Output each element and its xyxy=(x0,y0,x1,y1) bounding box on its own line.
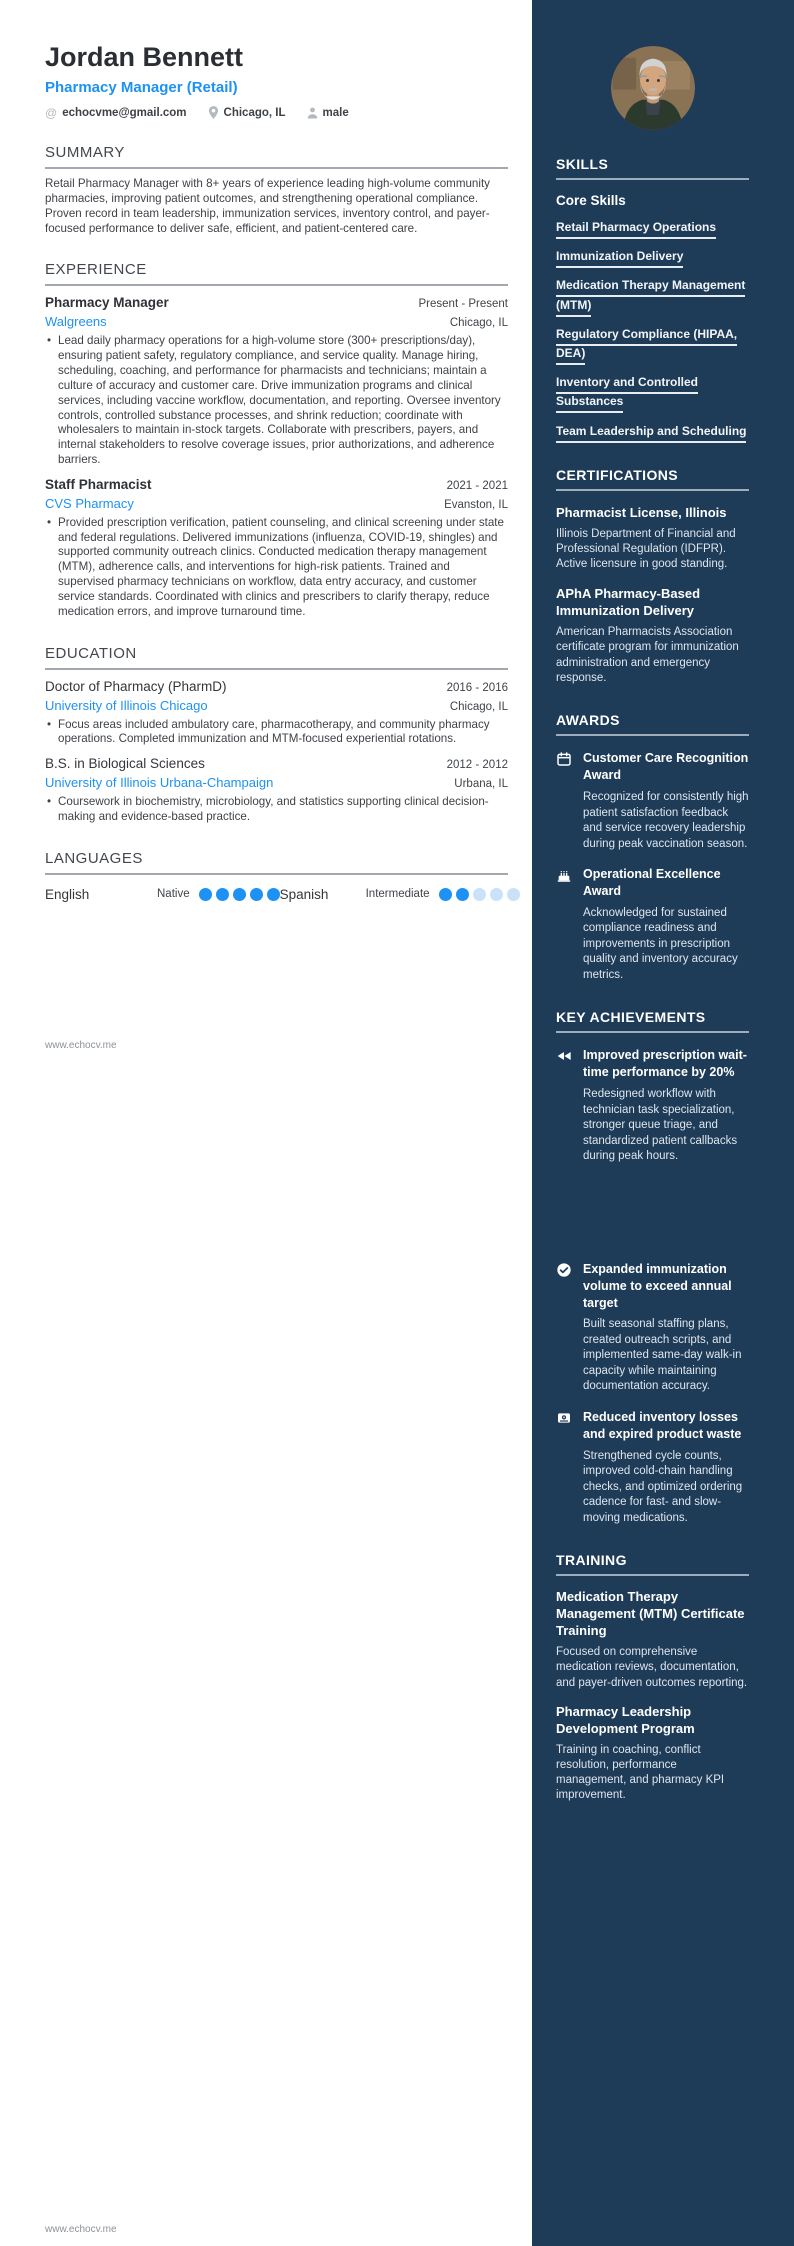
cake-icon xyxy=(556,867,572,883)
achievement-item xyxy=(556,1409,749,1526)
key-achievements-heading: KEY ACHIEVEMENTS xyxy=(556,1009,749,1033)
sidebar xyxy=(532,0,794,2246)
certifications-heading: CERTIFICATIONS xyxy=(556,467,749,491)
avatar-wrap xyxy=(556,46,749,130)
award-item xyxy=(556,866,749,983)
level-dot xyxy=(456,888,469,901)
level-dot xyxy=(216,888,229,901)
achievement-title: Reduced inventory losses and expired product waste xyxy=(583,1410,742,1441)
experience-heading: EXPERIENCE xyxy=(45,261,508,286)
degree-location: Urbana, IL xyxy=(454,778,508,791)
training-title: Pharmacy Leadership Development Program xyxy=(556,1703,695,1736)
summary-section xyxy=(45,144,508,236)
degree-title: Doctor of Pharmacy (PharmD) xyxy=(45,678,227,694)
skill-label: Inventory and Controlled Substances xyxy=(556,375,698,413)
education-entry xyxy=(45,679,508,748)
awards-section xyxy=(556,712,749,983)
awards-heading: AWARDS xyxy=(556,712,749,736)
languages-section xyxy=(45,850,508,902)
language-name: English xyxy=(45,886,90,902)
job-title: Staff Pharmacist xyxy=(45,476,152,492)
education-bullets xyxy=(45,718,508,748)
skill-label: Immunization Delivery xyxy=(556,249,683,268)
level-dot xyxy=(250,888,263,901)
email-at-icon: @ xyxy=(45,105,58,120)
achievement-item xyxy=(556,1261,749,1395)
summary-heading: SUMMARY xyxy=(45,144,508,169)
certification-title: Pharmacist License, Illinois xyxy=(556,504,727,520)
language-level-label: Intermediate xyxy=(365,888,430,901)
language-item xyxy=(280,887,520,902)
language-name: Spanish xyxy=(279,886,329,902)
skill-label: Retail Pharmacy Operations xyxy=(556,220,716,239)
skills-heading: SKILLS xyxy=(556,156,749,180)
certification-item xyxy=(556,505,749,573)
training-item xyxy=(556,1589,749,1691)
award-description: Acknowledged for sustained compliance readiness and improvements in prescription quality and inventory accuracy metrics. xyxy=(583,906,738,981)
location-pin-icon xyxy=(208,106,219,119)
award-title: Operational Excellence Award xyxy=(583,867,721,899)
language-level-label: Native xyxy=(157,888,190,901)
achievement-description: Strengthened cycle counts, improved cold-chain handling checks, and optimized ordering cadence for fast- and slow-moving medications. xyxy=(583,1449,743,1524)
experience-entry xyxy=(45,295,508,467)
education-entry xyxy=(45,756,508,825)
level-dot xyxy=(233,888,246,901)
level-dot xyxy=(267,888,280,901)
skill-label: Regulatory Compliance (HIPAA, DEA) xyxy=(556,327,737,365)
job-location: Evanston, IL xyxy=(444,498,508,511)
award-title: Customer Care Recognition Award xyxy=(583,751,749,783)
company-link[interactable]: CVS Pharmacy xyxy=(45,495,134,511)
language-level-dots xyxy=(199,888,280,901)
certification-description: Illinois Department of Financial and Professional Regulation (IDFPR). Active licensure in good standing. xyxy=(556,527,736,571)
skills-section xyxy=(556,156,749,441)
training-title: Medication Therapy Management (MTM) Certificate Training xyxy=(556,1589,745,1639)
job-location: Chicago, IL xyxy=(449,317,508,330)
institution-link[interactable]: University of Illinois Chicago xyxy=(45,697,208,713)
certifications-section xyxy=(556,467,749,687)
education-bullet: • Focus areas included ambulatory care, pharmacotherapy, and community pharmacy operations. Completed immunization and MTM-focused experiential rotations. xyxy=(45,718,508,748)
calendar-icon xyxy=(556,751,572,767)
certification-title: APhA Pharmacy-Based Immunization Delivery xyxy=(556,586,701,619)
award-description: Recognized for consistently high patient satisfaction feedback and service recovery leadership during peak vaccination season. xyxy=(583,791,749,850)
training-heading: TRAINING xyxy=(556,1552,749,1576)
contact-location xyxy=(208,106,286,119)
avatar xyxy=(611,46,695,130)
skill-item xyxy=(556,218,749,237)
job-title: Pharmacy Manager xyxy=(45,295,169,311)
education-bullet: • Coursework in biochemistry, microbiology, and statistics supporting clinical decision-making and evidence-based practice. xyxy=(45,795,508,825)
certification-description: American Pharmacists Association certificate program for immunization administration and emergency response. xyxy=(556,626,739,685)
person-icon xyxy=(307,107,318,119)
achievement-title: Expanded immunization volume to exceed annual target xyxy=(583,1261,732,1310)
education-bullets xyxy=(45,795,508,825)
degree-dates: 2012 - 2012 xyxy=(446,759,508,772)
key-achievements-section xyxy=(556,1009,749,1526)
company-link[interactable]: Walgreens xyxy=(45,314,107,330)
job-bullet: • Provided prescription verification, patient counseling, and clinical screening under state and federal regulations. Delivered immunizations (influenza, COVID-19, shingles) and supported community outreach clinics. Conducted medication therapy management (MTM), adherence calls, and interventions for high-risk patients. Trained and supervised pharmacy technicians on workflow, data entry accuracy, and customer service standards. Coordinated with clinics and prescribers to clarify therapy, reduce medication errors, and improve turnaround time. xyxy=(45,516,508,620)
training-description: Focused on comprehensive medication reviews, documentation, and payer-driven outcomes reporting. xyxy=(556,1646,748,1689)
gender-text: male xyxy=(322,106,349,119)
institution-link[interactable]: University of Illinois Urbana-Champaign xyxy=(45,775,274,791)
contact-email xyxy=(45,107,187,119)
contact-row xyxy=(45,106,508,119)
footer-url-page1[interactable]: www.echocv.me xyxy=(45,1040,117,1051)
language-level-dots xyxy=(439,888,520,901)
training-item xyxy=(556,1704,749,1804)
level-dot xyxy=(507,888,520,901)
education-heading: EDUCATION xyxy=(45,645,508,670)
degree-location: Chicago, IL xyxy=(449,700,508,713)
languages-heading: LANGUAGES xyxy=(45,850,508,875)
skills-group-label: Core Skills xyxy=(556,193,626,208)
contact-gender xyxy=(307,107,349,119)
job-bullets xyxy=(45,334,508,467)
job-dates: 2021 - 2021 xyxy=(446,479,508,492)
skill-label: Team Leadership and Scheduling xyxy=(556,424,746,443)
job-dates: Present - Present xyxy=(418,298,508,311)
candidate-title: Pharmacy Manager (Retail) xyxy=(45,79,238,97)
degree-title: B.S. in Biological Sciences xyxy=(45,756,205,772)
rewind-icon xyxy=(556,1048,572,1064)
skill-item xyxy=(556,373,749,411)
job-bullet: • Lead daily pharmacy operations for a high-volume store (300+ prescriptions/day), ensuring patient safety, regulatory compliance, and service quality. Manage hiring, scheduling, coaching, and performance for pharmacists and technicians; maintain a culture of accuracy and customer care. Drive immunization programs and clinical services, including vaccine workflow, documentation, and reporting. Oversee inventory controls, controlled substance processes, and shrink reduction; coordinate with wholesalers to maintain in-stock targets. Collaborate with prescribers, payers, and internal stakeholders to resolve coverage issues, prior authorizations, and adherence barriers. xyxy=(45,334,508,467)
avatar-illustration xyxy=(611,46,695,130)
training-description: Training in coaching, conflict resolution, performance management, and pharmacy KPI improvement. xyxy=(556,1743,725,1802)
degree-dates: 2016 - 2016 xyxy=(446,681,508,694)
achievement-item xyxy=(556,1047,749,1164)
training-section xyxy=(556,1552,749,1803)
languages-row xyxy=(45,887,508,902)
experience-section xyxy=(45,261,508,619)
page-break-spacer xyxy=(556,1165,749,1247)
achievement-description: Built seasonal staffing plans, created outreach scripts, and implemented same-day walk-in capacity while maintaining documentation accuracy. xyxy=(583,1318,742,1393)
skill-item xyxy=(556,247,749,266)
email-text: echocvme@gmail.com xyxy=(62,106,187,119)
summary-text: Retail Pharmacy Manager with 8+ years of experience leading high-volume community pharmacies, improving patient outcomes, and strengthening operational compliance. Proven record in team leadership, immunization services, inventory control, and payer-focused performance to deliver safe, efficient, and patient-centered care. xyxy=(45,177,490,235)
level-dot xyxy=(439,888,452,901)
language-item xyxy=(45,887,280,902)
job-bullets xyxy=(45,516,508,620)
footer-url-page2[interactable]: www.echocv.me xyxy=(45,2224,117,2235)
skill-item xyxy=(556,276,749,314)
skill-item xyxy=(556,325,749,363)
certification-item xyxy=(556,586,749,686)
candidate-name: Jordan Bennett xyxy=(45,42,244,72)
level-dot xyxy=(490,888,503,901)
education-section xyxy=(45,645,508,825)
achievement-title: Improved prescription wait-time performance by 20% xyxy=(583,1048,747,1080)
experience-entry xyxy=(45,477,508,620)
location-text: Chicago, IL xyxy=(223,106,286,119)
award-item xyxy=(556,750,749,852)
level-dot xyxy=(199,888,212,901)
achievement-description: Redesigned workflow with technician task specialization, stronger queue triage, and standardized patient callbacks during peak hours. xyxy=(583,1088,738,1163)
level-dot xyxy=(473,888,486,901)
check-circle-icon xyxy=(556,1262,572,1278)
skill-item xyxy=(556,422,749,441)
skill-label: Medication Therapy Management (MTM) xyxy=(556,278,745,316)
cash-register-icon xyxy=(556,1410,572,1426)
